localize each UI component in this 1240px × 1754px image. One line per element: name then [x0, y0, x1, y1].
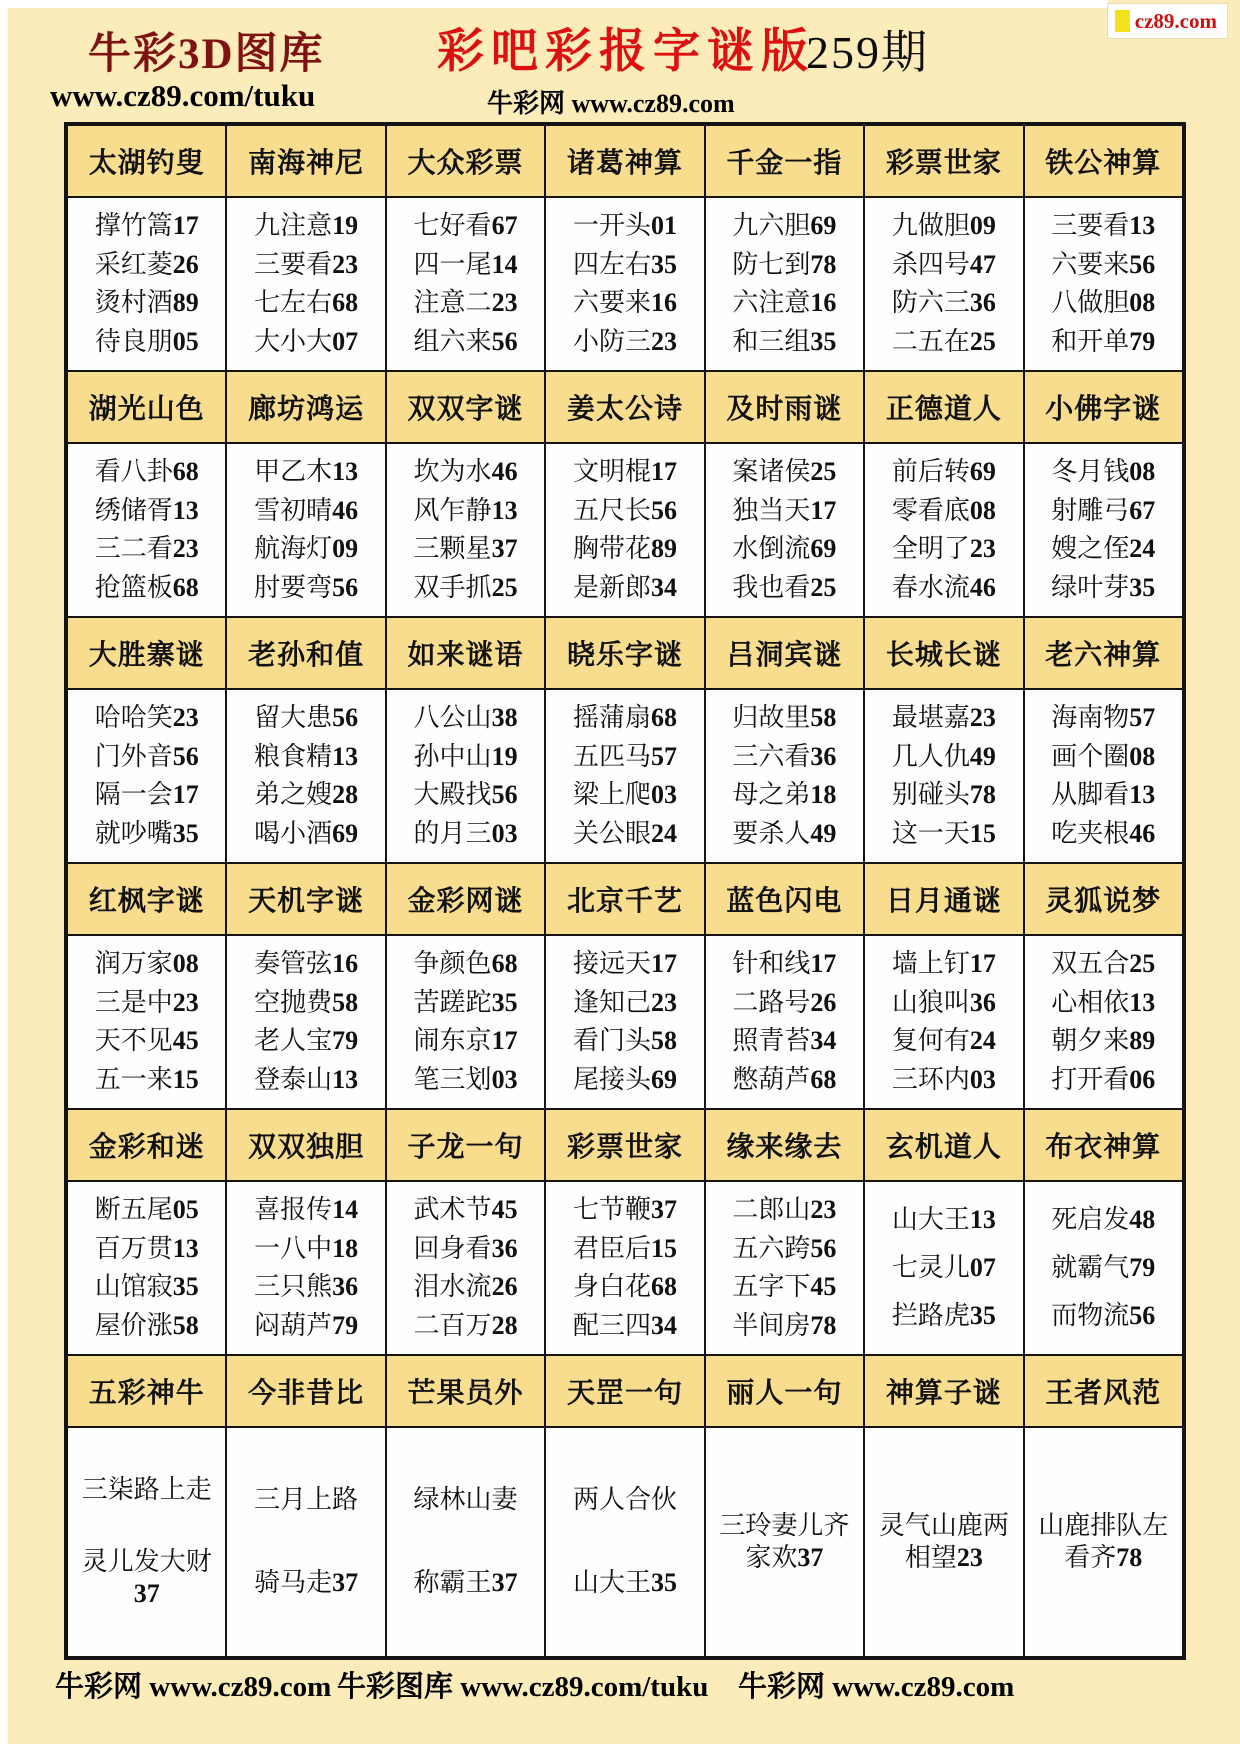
riddle-line: 梁上爬03: [572, 780, 677, 809]
riddle-line: 奏管弦16: [254, 949, 359, 978]
section-5-header-6: 玄机道人: [865, 1110, 1022, 1180]
riddle-cell-4-7: [1025, 936, 1182, 1108]
riddle-line: 绿叶芽35: [1051, 572, 1156, 602]
section-6-header-1: 五彩神牛: [68, 1356, 225, 1426]
riddle-line: 水倒流69: [732, 534, 837, 563]
riddle-line: 针和线17: [732, 949, 837, 978]
riddle-cell-6-4: [546, 1428, 703, 1656]
riddle-line: 九六胆69: [732, 211, 837, 240]
riddle-cell-6-6: [865, 1428, 1022, 1656]
page-title: 彩吧彩报字谜版: [437, 26, 815, 78]
section-6-header-4: 天罡一句: [546, 1356, 703, 1426]
riddle-line: 照青苔34: [732, 1026, 837, 1055]
riddle-cell-3-6: [865, 690, 1022, 862]
riddle-line: 防六三36: [891, 288, 996, 317]
page-edge-top: [0, 0, 1108, 8]
riddle-cell-2-3: [387, 444, 544, 616]
footer-site-1: 牛彩网 www.cz89.com: [55, 1671, 332, 1703]
riddle-line: 苦蹉跎35: [413, 987, 518, 1017]
section-2-header-5: 及时雨谜: [706, 372, 863, 442]
riddle-line: 配三四34: [572, 1310, 677, 1340]
riddle-line: 断五尾05: [94, 1195, 199, 1224]
riddle-line: 射雕弓67: [1051, 495, 1156, 525]
riddle-line: 二五在25: [891, 326, 996, 356]
section-3-header-6: 长城长谜: [865, 618, 1022, 688]
riddle-line: 甲乙木13: [254, 457, 359, 486]
riddle-line: 粮食精13: [254, 741, 359, 771]
riddle-cell-3-2: [227, 690, 384, 862]
section-4-header-6: 日月通谜: [865, 864, 1022, 934]
riddle-line: 一八中18: [254, 1233, 359, 1263]
section-3-header-7: 老六神算: [1025, 618, 1182, 688]
section-4-header-7: 灵狐说梦: [1025, 864, 1182, 934]
riddle-line: 一开头01: [572, 211, 677, 240]
riddle-line: 关公眼24: [572, 818, 677, 848]
riddle-line: 和开单79: [1051, 326, 1156, 356]
section-5-header-2: 双双独胆: [227, 1110, 384, 1180]
riddle-line: 绿林山妻: [413, 1485, 518, 1515]
section-3-header-3: 如来谜语: [387, 618, 544, 688]
riddle-line: 双五合25: [1051, 949, 1156, 978]
riddle-line: 百万贯13: [94, 1233, 199, 1263]
riddle-line: 胸带花89: [572, 534, 677, 563]
riddle-line: 闷葫芦79: [254, 1310, 359, 1340]
riddle-cell-6-3: [387, 1428, 544, 1656]
riddle-cell-4-6: [865, 936, 1022, 1108]
riddle-line: 润万家08: [94, 949, 199, 978]
riddle-line: 和三组35: [732, 326, 837, 356]
riddle-line: 四左右35: [572, 249, 677, 279]
riddle-line: 山大王35: [572, 1568, 677, 1598]
riddle-line: 隔一会17: [94, 780, 199, 809]
riddle-line: 待良朋05: [94, 326, 199, 356]
riddle-line: 要杀人49: [732, 818, 837, 848]
riddle-line: 画个圈08: [1051, 741, 1156, 771]
riddle-line: 三只熊36: [254, 1272, 359, 1301]
section-3-header-2: 老孙和值: [227, 618, 384, 688]
riddle-line: 五六跨56: [732, 1233, 837, 1263]
section-4-header-5: 蓝色闪电: [706, 864, 863, 934]
riddle-line: 案诸侯25: [732, 457, 837, 486]
riddle-cell-5-6: [865, 1182, 1022, 1354]
puzzle-table: [64, 122, 1186, 1660]
riddle-line: 七左右68: [254, 288, 359, 317]
riddle-line: 笔三划03: [413, 1064, 518, 1094]
riddle-line: 骑马走37: [254, 1568, 359, 1598]
riddle-line: 喜报传14: [254, 1195, 359, 1224]
section-4-header-1: 红枫字谜: [68, 864, 225, 934]
section-6-header-5: 丽人一句: [706, 1356, 863, 1426]
riddle-line: 就吵嘴35: [94, 818, 199, 848]
riddle-line: 半间房78: [732, 1310, 837, 1340]
riddle-line: 坎为水46: [413, 457, 518, 486]
riddle-line: 三要看23: [254, 249, 359, 279]
riddle-line: 争颜色68: [413, 949, 518, 978]
riddle-line: 空抛费58: [254, 987, 359, 1017]
riddle-cell-1-4: [546, 198, 703, 370]
riddle-line: 小防三23: [572, 326, 677, 356]
riddle-line: 三柒路上走: [81, 1474, 212, 1504]
riddle-line: 防七到78: [732, 249, 837, 279]
riddle-line: 烫村酒89: [94, 288, 199, 317]
riddle-cell-2-6: [865, 444, 1022, 616]
riddle-cell-3-5: [706, 690, 863, 862]
section-5-header-4: 彩票世家: [546, 1110, 703, 1180]
riddle-line: 风乍静13: [413, 495, 518, 525]
riddle-line: 死启发48: [1051, 1204, 1156, 1234]
riddle-line: 弟之嫂28: [254, 780, 359, 809]
section-2-header-2: 廊坊鸿运: [227, 372, 384, 442]
tuku-url: www.cz89.com/tuku: [50, 78, 316, 113]
riddle-line: 憋葫芦68: [732, 1064, 837, 1094]
riddle-line: 喝小酒69: [254, 818, 359, 848]
riddle-cell-5-7: [1025, 1182, 1182, 1354]
riddle-line: 五匹马57: [572, 741, 677, 771]
riddle-line: 称霸王37: [413, 1568, 518, 1598]
riddle-cell-2-5: [706, 444, 863, 616]
section-1-header-3: 大众彩票: [387, 126, 544, 196]
riddle-line: 朝夕来89: [1051, 1026, 1156, 1055]
riddle-line: 回身看36: [413, 1233, 518, 1263]
riddle-line: 大小大07: [254, 326, 359, 356]
riddle-line: 八公山38: [413, 703, 518, 732]
riddle-line: 大殿找56: [413, 780, 518, 809]
section-2-header-4: 姜太公诗: [546, 372, 703, 442]
riddle-line: 山大王13: [891, 1204, 996, 1234]
riddle-line: 天不见45: [94, 1026, 199, 1055]
riddle-line: 哈哈笑23: [94, 703, 199, 732]
riddle-line: 七灵儿07: [891, 1252, 996, 1282]
issue-number: 259期: [806, 27, 929, 78]
riddle-cell-6-1: [68, 1428, 225, 1656]
riddle-line: 山馆寂35: [94, 1272, 199, 1301]
riddle-line: 九做胆09: [891, 211, 996, 240]
riddle-cell-6-2: [227, 1428, 384, 1656]
riddle-line: 吃夹根46: [1051, 818, 1156, 848]
section-4-header-4: 北京千艺: [546, 864, 703, 934]
section-1-header-6: 彩票世家: [865, 126, 1022, 196]
riddle-line: 就霸气79: [1051, 1252, 1156, 1282]
riddle-cell-3-4: [546, 690, 703, 862]
section-5-header-1: 金彩和迷: [68, 1110, 225, 1180]
riddle-line: 归故里58: [732, 703, 837, 732]
riddle-line: 拦路虎35: [891, 1300, 996, 1330]
riddle-line: 组六来56: [413, 326, 518, 356]
riddle-cell-1-1: [68, 198, 225, 370]
riddle-line: 全明了23: [891, 534, 996, 563]
riddle-line: 打开看06: [1051, 1064, 1156, 1094]
riddle-cell-5-4: [546, 1182, 703, 1354]
riddle-line: 五尺长56: [572, 495, 677, 525]
riddle-line: 泪水流26: [413, 1272, 518, 1301]
riddle-line: 山鹿排队左看齐78: [1038, 1510, 1169, 1572]
footer-site-2: 牛彩网 www.cz89.com: [738, 1671, 1015, 1703]
section-2-header-7: 小佛字谜: [1025, 372, 1182, 442]
badge-text: cz89.com: [1134, 8, 1217, 33]
riddle-line: 君臣后15: [572, 1233, 677, 1263]
riddle-line: 七好看67: [413, 211, 518, 240]
section-1-header-1: 太湖钓叟: [68, 126, 225, 196]
section-6-header-3: 芒果员外: [387, 1356, 544, 1426]
riddle-cell-1-2: [227, 198, 384, 370]
footer-tuku-link: 牛彩图库 www.cz89.com/tuku: [337, 1671, 709, 1703]
riddle-line: 文明棍17: [572, 457, 677, 486]
riddle-cell-1-6: [865, 198, 1022, 370]
section-6-header-6: 神算子谜: [865, 1356, 1022, 1426]
riddle-line: 武术节45: [413, 1195, 518, 1224]
riddle-line: 杀四号47: [891, 249, 996, 279]
riddle-cell-6-7: [1025, 1428, 1182, 1656]
riddle-cell-1-3: [387, 198, 544, 370]
riddle-line: 孙中山19: [413, 741, 518, 771]
badge-color-square-icon: [1115, 10, 1130, 32]
riddle-line: 六要来56: [1051, 249, 1156, 279]
riddle-line: 五一来15: [94, 1064, 199, 1094]
riddle-line: 是新郎34: [572, 572, 677, 602]
riddle-cell-5-3: [387, 1182, 544, 1354]
riddle-line: 零看底08: [891, 495, 996, 525]
riddle-line: 最堪嘉23: [891, 703, 996, 732]
riddle-line: 三玲妻儿齐家欢37: [719, 1510, 850, 1572]
riddle-line: 两人合伙: [572, 1485, 677, 1515]
riddle-line: 老人宝79: [254, 1026, 359, 1055]
riddle-cell-2-2: [227, 444, 384, 616]
riddle-line: 摇蒲扇68: [572, 703, 677, 732]
riddle-line: 留大患56: [254, 703, 359, 732]
riddle-line: 身白花68: [572, 1272, 677, 1301]
riddle-line: 九注意19: [254, 211, 359, 240]
riddle-line: 母之弟18: [732, 780, 837, 809]
riddle-cell-3-7: [1025, 690, 1182, 862]
section-5-header-3: 子龙一句: [387, 1110, 544, 1180]
riddle-line: 逢知己23: [572, 987, 677, 1017]
riddle-line: 别碰头78: [891, 780, 996, 809]
section-2-header-1: 湖光山色: [68, 372, 225, 442]
riddle-line: 墙上钉17: [891, 949, 996, 978]
riddle-line: 二郎山23: [732, 1195, 837, 1224]
section-3-header-5: 吕洞宾谜: [706, 618, 863, 688]
brand-title: 牛彩3D图库: [88, 31, 325, 78]
section-1-header-5: 千金一指: [706, 126, 863, 196]
riddle-line: 三环内03: [891, 1064, 996, 1094]
riddle-cell-2-4: [546, 444, 703, 616]
riddle-cell-2-1: [68, 444, 225, 616]
riddle-line: 心相依13: [1051, 987, 1156, 1017]
riddle-line: 三二看23: [94, 534, 199, 563]
section-1-header-7: 铁公神算: [1025, 126, 1182, 196]
riddle-line: 海南物57: [1051, 703, 1156, 732]
riddle-line: 灵气山鹿两相望23: [878, 1510, 1009, 1572]
riddle-line: 复何有24: [891, 1026, 996, 1055]
riddle-line: 春水流46: [891, 572, 996, 602]
riddle-line: 闹东京17: [413, 1026, 518, 1055]
riddle-line: 七节鞭37: [572, 1195, 677, 1224]
riddle-cell-4-5: [706, 936, 863, 1108]
riddle-line: 嫂之侄24: [1051, 534, 1156, 563]
riddle-cell-5-1: [68, 1182, 225, 1354]
riddle-line: 从脚看13: [1051, 780, 1156, 809]
section-5-header-7: 布衣神算: [1025, 1110, 1182, 1180]
section-6-header-2: 今非昔比: [227, 1356, 384, 1426]
section-4-header-2: 天机字谜: [227, 864, 384, 934]
riddle-line: 三是中23: [94, 987, 199, 1017]
riddle-line: 屋价涨58: [94, 1310, 199, 1340]
riddle-line: 看门头58: [572, 1026, 677, 1055]
riddle-cell-4-1: [68, 936, 225, 1108]
riddle-line: 这一天15: [891, 818, 996, 848]
riddle-line: 航海灯09: [254, 534, 359, 563]
riddle-line: 肘要弯56: [254, 572, 359, 602]
riddle-cell-3-1: [68, 690, 225, 862]
riddle-line: 抢篮板68: [94, 572, 199, 602]
riddle-line: 我也看25: [732, 572, 837, 602]
section-1-header-2: 南海神尼: [227, 126, 384, 196]
riddle-line: 前后转69: [891, 457, 996, 486]
riddle-line: 注意二23: [413, 288, 518, 317]
riddle-cell-1-7: [1025, 198, 1182, 370]
riddle-line: 撑竹篙17: [94, 211, 199, 240]
riddle-line: 二路号26: [732, 987, 837, 1017]
riddle-cell-4-3: [387, 936, 544, 1108]
riddle-line: 采红菱26: [94, 249, 199, 279]
riddle-line: 而物流56: [1051, 1300, 1156, 1330]
section-1-header-4: 诸葛神算: [546, 126, 703, 196]
section-2-header-6: 正德道人: [865, 372, 1022, 442]
riddle-cell-6-5: [706, 1428, 863, 1656]
riddle-line: 登泰山13: [254, 1064, 359, 1094]
riddle-cell-5-5: [706, 1182, 863, 1354]
corner-badge: [1107, 3, 1228, 39]
page-edge-left: [0, 0, 8, 1754]
site-url: 牛彩网 www.cz89.com: [487, 89, 735, 118]
riddle-line: 三六看36: [732, 741, 837, 771]
riddle-line: 绣储胥13: [94, 495, 199, 525]
riddle-cell-2-7: [1025, 444, 1182, 616]
riddle-line: 几人仇49: [891, 741, 996, 771]
riddle-line: 看八卦68: [94, 457, 199, 486]
section-2-header-3: 双双字谜: [387, 372, 544, 442]
riddle-line: 五字下45: [732, 1272, 837, 1301]
riddle-line: 六注意16: [732, 288, 837, 317]
riddle-line: 冬月钱08: [1051, 457, 1156, 486]
riddle-line: 山狼叫36: [891, 987, 996, 1017]
riddle-cell-4-4: [546, 936, 703, 1108]
riddle-line: 三颗星37: [413, 534, 518, 563]
riddle-line: 的月三03: [413, 818, 518, 848]
riddle-cell-4-2: [227, 936, 384, 1108]
section-4-header-3: 金彩网谜: [387, 864, 544, 934]
section-3-header-1: 大胜寨谜: [68, 618, 225, 688]
riddle-line: 六要来16: [572, 288, 677, 317]
riddle-cell-1-5: [706, 198, 863, 370]
section-6-header-7: 王者风范: [1025, 1356, 1182, 1426]
riddle-line: 八做胆08: [1051, 288, 1156, 317]
riddle-line: 雪初晴46: [254, 495, 359, 525]
riddle-line: 独当天17: [732, 495, 837, 525]
riddle-line: 二百万28: [413, 1310, 518, 1340]
riddle-line: 四一尾14: [413, 249, 518, 279]
riddle-cell-3-3: [387, 690, 544, 862]
riddle-line: 接远天17: [572, 949, 677, 978]
riddle-line: 三要看13: [1051, 211, 1156, 240]
riddle-line: 三月上路: [254, 1485, 359, 1515]
page-edge-bottom: [0, 1744, 1240, 1754]
section-5-header-5: 缘来缘去: [706, 1110, 863, 1180]
section-3-header-4: 晓乐字谜: [546, 618, 703, 688]
riddle-cell-5-2: [227, 1182, 384, 1354]
riddle-line: 尾接头69: [572, 1064, 677, 1094]
riddle-line: 双手抓25: [413, 572, 518, 602]
riddle-line: 门外音56: [94, 741, 199, 771]
riddle-line: 灵儿发大财37: [81, 1546, 212, 1608]
